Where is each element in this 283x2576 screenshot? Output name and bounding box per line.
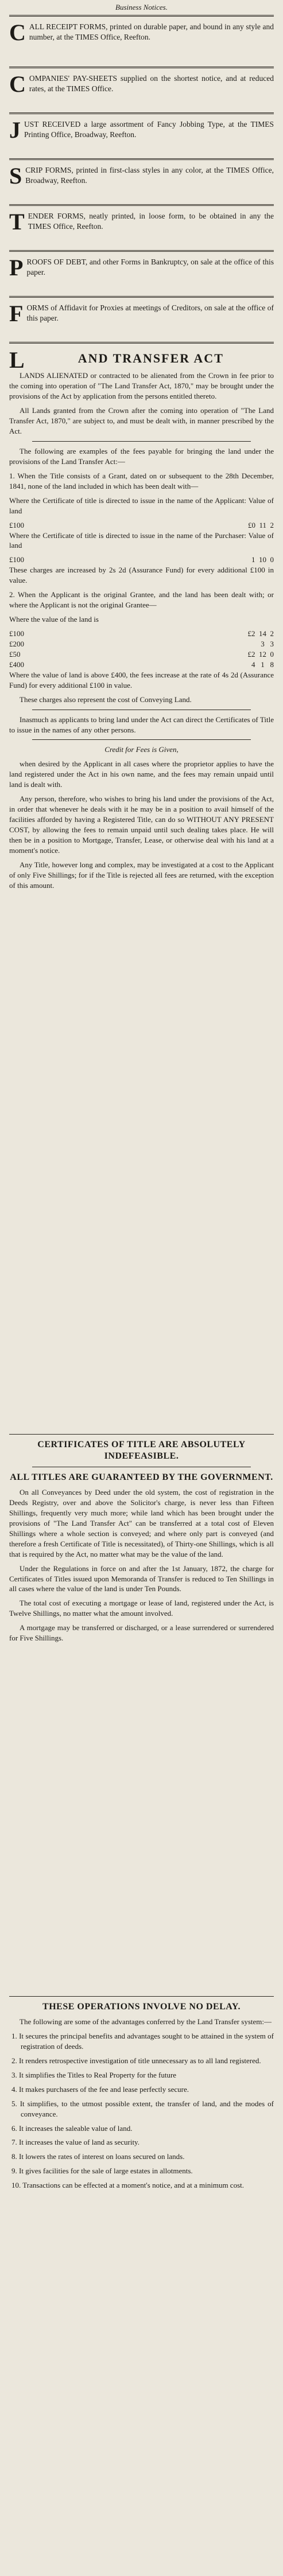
fee-amount: 4 1 8 [251,660,274,669]
case-two: 2. When the Applicant is the original Grantee, and the land has been dealt with; or where the Applicant is not the original Grantee— [9,590,274,610]
operations-section [9,1996,274,2195]
page-header: Business Notices. [115,3,168,11]
divider [32,739,251,740]
drop-cap: S [9,163,22,189]
paragraph: On all Conveyances by Deed under the old system, the cost of registration in the Deeds Registry, over and above the Solicitor's charge, is never less than Fifteen Shillings, frequently very much more; while land which has been brought under the provisions of "The Land Transfer Act" can be transferred at a total cost of Eleven Shillings where a whole section is conveyed; and where only part is conveyed (and therefore a fresh Certificate of Title is necessitated), of Thirty-one Shillings, which is all that is required by the Act, no matter what may be the value of the land. [9,1488,274,1558]
certificates-section [9,1434,274,1647]
guarantee-heading: ALL TITLES ARE GUARANTEED BY THE GOVERNMENT. [10,1472,273,1482]
ad-text: UST RECEIVED a large assortment of Fancy Jobbing Type, at the TIMES Printing Office, Broadway, Reefton. [24,120,274,139]
divider [9,158,274,160]
intro-paragraph: All Lands granted from the Crown after the coming into operation of "The Land Transfer Act, 1870," are subject to, and must be dealt with, in manner prescribed by the Act. [9,406,274,436]
fee-row [9,660,274,670]
case-text: Where the value of the land is [9,615,99,624]
paragraph: The total cost of executing a mortgage or lease of land, registered under the Act, is Twelve Shillings, no matter what the amount involved. [9,1599,274,1618]
fee-row [9,520,274,531]
paragraph: Inasmuch as applicants to bring land under the Act can direct the Certificates of Title to issue in the names of any other persons. [9,715,274,734]
fee-amount: £2 14 2 [247,629,274,638]
fee-value: £100 [9,555,24,564]
divider [9,1434,274,1435]
divider [9,112,274,114]
ad-affidavit-forms [9,303,274,324]
fee-amount: £0 11 2 [247,520,274,529]
paragraph: Any person, therefore, who wishes to bring his land under the provisions of the Act, in order that whenever he deals with it he may be in a position to avail himself of the facilities afforded by having a Registered Title, can do so WITHOUT ANY PRESENT COST, by allowing the fees to remain unpaid until such dealing takes place. He will then be in a position to Mortgage, Transfer, Lease, or otherwise deal with his land at a moment's notice. [9,794,274,855]
credit-heading: Credit for Fees is Given, [104,745,179,754]
drop-cap: F [9,301,24,326]
fee-amount: 3 3 [261,639,274,648]
divider [9,342,274,344]
paragraph: when desired by the Applicant in all cases where the proprietor applies to have the land registered under the Act in his own name, and the fees may remain unpaid until land is dealt with. [9,759,274,789]
fee-row [9,639,274,649]
fee-value: £100 [9,629,24,638]
ad-text: ORMS of Affidavit for Proxies at meetings of Creditors, on sale at the office of this paper. [26,303,274,323]
ad-text: ENDER FORMS, neatly printed, in loose form, to be obtained in any the TIMES Office, Reefton. [28,212,274,231]
intro-paragraph: LANDS ALIENATED or contracted to be alienated from the Crown in fee prior to the coming into operation of "The Land Transfer Act, 1870," may be brought under the provisions of the Act by application from the persons entitled thereto. [9,371,274,401]
case-text: These charges also represent the cost of Conveying Land. [20,695,192,704]
drop-cap: C [9,20,26,45]
certificates-heading: CERTIFICATES OF TITLE ARE ABSOLUTELY INDEFEASIBLE. [37,1440,246,1461]
case-text: Where the Certificate of title is directed to issue in the name of the Applicant: Value of land [9,496,274,515]
advantage-item: 4. It makes purchasers of the fee and lease perfectly secure. [11,2084,189,2094]
fee-row [9,629,274,639]
fee-row [9,649,274,660]
section-heading-text: AND TRANSFER ACT [77,351,224,365]
advantage-item: 1. It secures the principal benefits and advantages sought to be attained in the system of registration of deeds. [11,2031,274,2051]
paragraph: A mortgage may be transferred or discharged, or a lease surrendered or surrendered for Five Shillings. [9,1623,274,1643]
ad-text: ALL RECEIPT FORMS, printed on durable paper, and bound in any style and number, at the TIMES Office, Reefton. [29,22,274,42]
paragraph: Under the Regulations in force on and after the 1st January, 1872, the charge for Certificates of Titles issued upon Memoranda of Transfer is reduced to Ten Shillings in all cases where the value of the land is under Ten Pounds. [9,1564,274,1593]
divider [9,15,274,17]
ad-tender-forms [9,209,274,235]
fee-amount: £2 12 0 [247,649,274,658]
case-one: 1. When the Title consists of a Grant, dated on or subsequent to the 28th December, 1841, none of the land included in which has been dealt with— [9,471,274,490]
divider [9,1996,274,1997]
fee-row [9,555,274,565]
fee-value: £100 [9,520,24,529]
fees-intro: The following are examples of the fees payable for bringing the land under the provisions of the Land Transfer Act:— [9,446,274,466]
divider [9,296,274,298]
advantage-item: 6. It increases the saleable value of land. [11,2123,133,2133]
divider [9,250,274,252]
drop-cap: L [9,347,26,373]
advantage-item: 10. Transactions can be effected at a moment's notice, and at a minimum cost. [11,2181,244,2190]
fee-value: £400 [9,660,24,669]
paragraph: Any Title, however long and complex, may be investigated at a cost to the Applicant of only Five Shillings; for if the Title is rejected all fees are returned, with the exception of this amount. [9,860,274,890]
advantage-item: 8. It lowers the rates of interest on loans secured on lands. [11,2152,185,2161]
ad-fancy-type [9,117,274,143]
drop-cap: T [9,209,25,235]
drop-cap: J [9,117,21,143]
advantage-item: 9. It gives facilities for the sale of large estates in allotments. [11,2166,193,2176]
advantage-item: 7. It increases the value of land as security. [11,2138,139,2147]
case-text: Where the Certificate of title is directed to issue in the name of the Purchaser: Value of land [9,531,274,550]
fee-value: £200 [9,639,24,648]
ad-text: ROOFS OF DEBT, and other Forms in Bankruptcy, on sale at the office of this paper. [26,258,274,277]
ad-text: CRIP FORMS, printed in first-class styles in any color, at the TIMES Office, Broadway, Reefton. [25,166,274,185]
drop-cap: C [9,71,26,97]
divider [9,204,274,206]
divider [9,67,274,68]
fee-value: £50 [9,649,21,658]
advantage-item: 3. It simplifies the Titles to Real Property for the future [11,2070,177,2079]
advantage-item: 5. It simplifies, to the utmost possible extent, the transfer of land, and the modes of conveyance. [11,2099,274,2118]
case-text: Where the value of land is above £400, the fees increase at the rate of 4s 2d (Assurance Fund) for every additional £100 in value. [9,670,274,689]
ad-scrip-forms [9,163,274,189]
fee-amount: 1 10 0 [251,555,274,564]
section-heading [9,347,274,373]
ad-proofs-of-debt [9,257,274,278]
ad-pay-sheets [9,71,274,97]
ad-receipt-forms [9,20,274,45]
operations-intro: The following are some of the advantages conferred by the Land Transfer system:— [20,2017,272,2026]
divider [32,441,251,442]
advantage-item: 2. It renders retrospective investigation of title unnecessary as to all land registered. [11,2056,261,2065]
operations-heading: THESE OPERATIONS INVOLVE NO DELAY. [42,2002,241,2012]
case-text: These charges are increased by 2s 2d (Assurance Fund) for every additional £100 in value. [9,566,274,585]
land-transfer-section [9,347,274,895]
ad-text: OMPANIES' PAY-SHEETS supplied on the shortest notice, and at reduced rates, at the TIMES Office. [29,74,274,93]
drop-cap: P [9,255,24,280]
